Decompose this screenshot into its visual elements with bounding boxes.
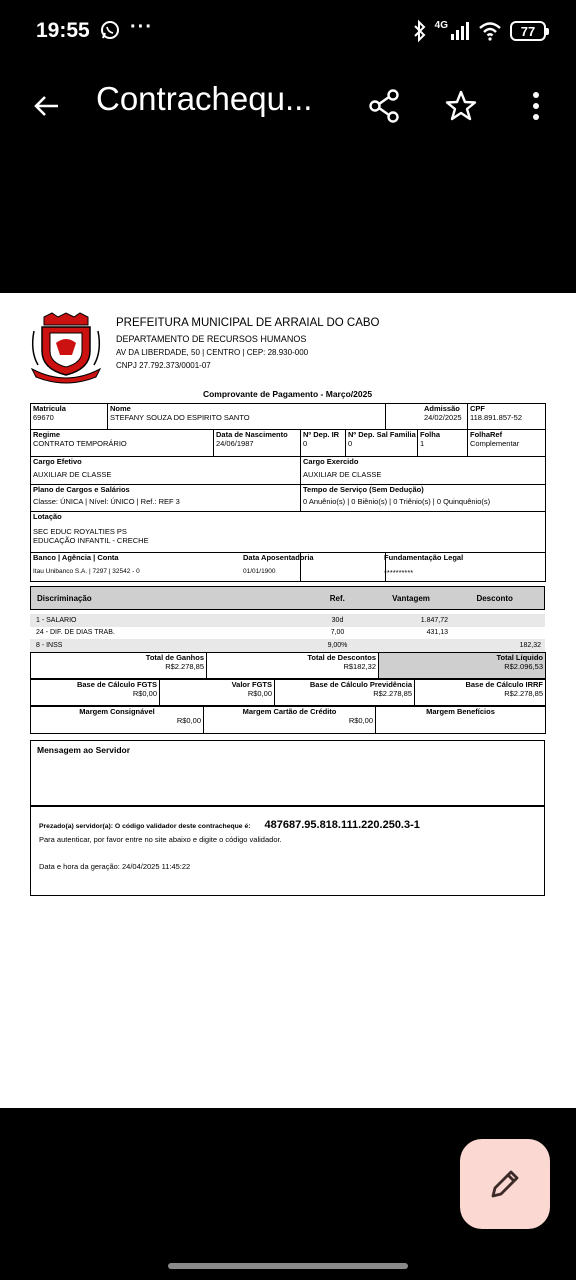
fundamentacao-value: ********** xyxy=(384,568,414,577)
mensagem-box xyxy=(30,740,545,806)
app-bar xyxy=(0,62,576,154)
cpf-value: 118.891.857-52 xyxy=(470,413,523,422)
bluetooth-icon xyxy=(413,20,427,42)
beneficios-cell xyxy=(376,706,546,733)
total-liquido-label: Total Líquido xyxy=(496,652,543,662)
regime-cell xyxy=(31,430,214,457)
validation-label: Prezado(a) servidor(a): O código validador deste contracheque é: xyxy=(39,822,251,830)
row-vantagem: 431,13 xyxy=(426,629,448,637)
nascimento-value: 24/06/1987 xyxy=(216,439,254,448)
prev-base-cell xyxy=(275,679,415,705)
wifi-icon xyxy=(478,21,502,41)
document-page[interactable] xyxy=(0,293,576,1108)
dep-ir-cell xyxy=(301,430,346,457)
more-dot-icon xyxy=(533,103,539,109)
share-icon xyxy=(366,88,402,124)
battery-level: 77 xyxy=(520,23,536,39)
beneficios-label: Margem Benefícios xyxy=(426,706,495,716)
matricula-cell xyxy=(31,404,108,430)
row-ref: 30d xyxy=(331,616,344,624)
lotacao-cell xyxy=(31,512,546,553)
irrf-base-cell xyxy=(415,679,546,705)
tempo-value: 0 Anuênio(s) | 0 Biênio(s) | 0 Triênio(s) | 0 Quinquênio(s) xyxy=(303,497,491,506)
regime-label: Regime xyxy=(33,430,61,439)
status-icons xyxy=(413,18,546,44)
star-icon xyxy=(443,88,479,124)
more-dot-icon xyxy=(533,92,539,98)
nome-label: Nome xyxy=(110,404,131,413)
nascimento-cell xyxy=(214,430,301,457)
total-ganhos-cell xyxy=(31,652,207,678)
fgts-valor-cell xyxy=(160,679,275,705)
mensagem-title: Mensagem ao Servidor xyxy=(37,744,131,755)
page-title: Contrachequ... xyxy=(96,80,313,117)
municipal-crest-icon xyxy=(30,311,102,383)
consig-value: R$0,00 xyxy=(176,715,201,725)
cargo-efetivo-cell xyxy=(31,457,301,485)
gesture-nav-bar[interactable] xyxy=(168,1263,408,1269)
back-button[interactable] xyxy=(28,88,64,124)
arrow-left-icon xyxy=(32,94,60,118)
plano-cell xyxy=(31,485,301,512)
col-ref: Ref. xyxy=(329,593,345,603)
cartao-cell xyxy=(204,706,376,733)
cargo-exercido-cell xyxy=(301,457,546,485)
total-ganhos-label: Total de Ganhos xyxy=(145,652,204,662)
nome-cell xyxy=(108,404,386,430)
validation-box xyxy=(30,806,545,896)
cartao-value: R$0,00 xyxy=(348,715,373,725)
row-ref: 9,00% xyxy=(327,641,348,649)
folharef-value: Complementar xyxy=(470,439,520,448)
col-discriminacao: Discriminação xyxy=(37,593,92,603)
tempo-label: Tempo de Serviço (Sem Dedução) xyxy=(303,485,424,494)
share-button[interactable] xyxy=(366,88,402,124)
org-name: PREFEITURA MUNICIPAL DE ARRAIAL DO CABO xyxy=(116,317,380,329)
banco-value: Itau Unibanco S.A. | 7297 | 32542 - 0 xyxy=(33,568,140,575)
cpf-label: CPF xyxy=(470,404,486,413)
margens-table xyxy=(30,706,546,734)
total-descontos-cell xyxy=(207,652,379,678)
org-cnpj: CNPJ 27.792.373/0001-07 xyxy=(116,361,211,370)
folharef-cell xyxy=(468,430,546,457)
battery-icon xyxy=(510,21,546,41)
matricula-value: 69670 xyxy=(33,413,54,422)
dep-sal-value: 0 xyxy=(348,439,353,448)
bases-table xyxy=(30,679,546,706)
total-liquido-cell xyxy=(379,652,546,678)
total-descontos-label: Total de Descontos xyxy=(307,652,376,662)
org-dept: DEPARTAMENTO DE RECURSOS HUMANOS xyxy=(116,334,307,344)
total-liquido-value: R$2.096,53 xyxy=(504,661,543,671)
regime-value: CONTRATO TEMPORÁRIO xyxy=(33,439,127,448)
banco-label: Banco | Agência | Conta xyxy=(33,553,119,562)
fgts-base-cell xyxy=(31,679,160,705)
aposentadoria-value: 01/01/1900 xyxy=(243,568,276,575)
org-info xyxy=(116,317,380,370)
total-ganhos-value: R$2.278,85 xyxy=(165,661,204,671)
consig-cell xyxy=(31,706,204,733)
more-options-button[interactable] xyxy=(518,88,554,124)
validation-code: 487687.95.818.111.220.250.3-1 xyxy=(264,818,420,831)
edit-button[interactable] xyxy=(460,1139,550,1229)
lotacao-label: Lotação xyxy=(33,512,62,521)
totals-table xyxy=(30,652,546,679)
nascimento-label: Data de Nascimento xyxy=(216,430,288,439)
fgts-base-value: R$0,00 xyxy=(132,688,157,698)
cargo-exercido-value: AUXILIAR DE CLASSE xyxy=(303,470,382,479)
cargo-exercido-label: Cargo Exercido xyxy=(303,457,359,466)
cargo-efetivo-label: Cargo Efetivo xyxy=(33,457,82,466)
consig-label: Margem Consignável xyxy=(79,706,155,716)
lotacao-value-1: SEC EDUC ROYALTIES PS xyxy=(33,527,127,536)
row-desc: 8 - INSS xyxy=(36,641,63,649)
discriminacao-header xyxy=(30,586,545,610)
matricula-label: Matricula xyxy=(33,404,66,413)
irrf-base-value: R$2.278,85 xyxy=(504,688,543,698)
fgts-valor-label: Valor FGTS xyxy=(231,679,272,689)
cargo-efetivo-value: AUXILIAR DE CLASSE xyxy=(33,470,112,479)
folharef-label: FolhaRef xyxy=(470,430,503,439)
whatsapp-icon xyxy=(100,20,120,40)
tempo-cell xyxy=(301,485,546,512)
total-descontos-value: R$182,32 xyxy=(343,661,376,671)
table-row xyxy=(30,639,545,652)
lotacao-value-2: EDUCAÇÃO INFANTIL - CRECHE xyxy=(33,536,149,545)
fundamentacao-cell xyxy=(386,553,546,582)
admissao-cell xyxy=(386,404,468,430)
row-desc: 24 - DIF. DE DIAS TRAB. xyxy=(36,629,115,637)
col-desconto: Desconto xyxy=(476,593,513,603)
org-address: AV DA LIBERDADE, 50 | CENTRO | CEP: 28.930-000 xyxy=(116,348,309,357)
table-row xyxy=(30,614,545,627)
employee-info-table xyxy=(30,403,546,582)
status-time: 19:55 xyxy=(36,19,90,42)
row-vantagem: 1.847,72 xyxy=(420,616,448,624)
col-vantagem: Vantagem xyxy=(392,593,430,603)
folha-value: 1 xyxy=(420,439,425,448)
cpf-cell xyxy=(468,404,546,430)
more-dot-icon xyxy=(533,114,539,120)
table-row xyxy=(30,627,545,640)
favorite-button[interactable] xyxy=(443,88,479,124)
payslip-title: Comprovante de Pagamento - Março/2025 xyxy=(202,389,373,399)
signal-icon xyxy=(450,22,470,40)
plano-label: Plano de Cargos e Salários xyxy=(33,485,130,494)
dep-ir-label: Nº Dep. IR xyxy=(303,430,340,439)
admissao-label: Admissão xyxy=(424,404,460,413)
aposentadoria-label: Data Aposentadoria xyxy=(243,553,314,562)
notification-dots: ··· xyxy=(130,16,153,38)
pencil-icon xyxy=(488,1167,522,1201)
nome-value: STEFANY SOUZA DO ESPIRITO SANTO xyxy=(110,413,250,422)
folha-cell xyxy=(418,430,468,457)
aposentadoria-cell xyxy=(243,553,386,582)
dep-ir-value: 0 xyxy=(303,439,308,448)
irrf-base-label: Base de Cálculo IRRF xyxy=(465,679,543,689)
row-desc: 1 - SALARIO xyxy=(36,616,77,624)
network-type: 4G xyxy=(434,19,448,31)
prev-base-value: R$2.278,85 xyxy=(373,688,412,698)
fundamentacao-label: Fundamentação Legal xyxy=(384,553,464,562)
folha-label: Folha xyxy=(420,430,440,439)
generation-datetime: Data e hora da geração: 24/04/2025 11:45:22 xyxy=(39,861,191,871)
payslip-header xyxy=(30,311,545,385)
plano-value: Classe: ÚNICA | Nível: ÚNICO | Ref.: REF 3 xyxy=(33,497,180,506)
cartao-label: Margem Cartão de Crédito xyxy=(242,706,337,716)
payslip xyxy=(30,311,545,896)
validation-instructions: Para autenticar, por favor entre no site abaixo e digite o código validador. xyxy=(39,834,282,844)
validation-line xyxy=(39,819,536,831)
status-bar xyxy=(0,0,576,62)
fgts-valor-value: R$0,00 xyxy=(247,688,272,698)
dep-sal-cell xyxy=(346,430,418,457)
dep-sal-label: Nº Dep. Sal Familia xyxy=(348,430,416,439)
prev-base-label: Base de Cálculo Previdência xyxy=(309,679,412,689)
row-ref: 7,00 xyxy=(330,629,345,637)
admissao-value: 24/02/2025 xyxy=(424,413,462,422)
fgts-base-label: Base de Cálculo FGTS xyxy=(76,679,157,689)
row-desconto: 182,32 xyxy=(519,641,541,649)
